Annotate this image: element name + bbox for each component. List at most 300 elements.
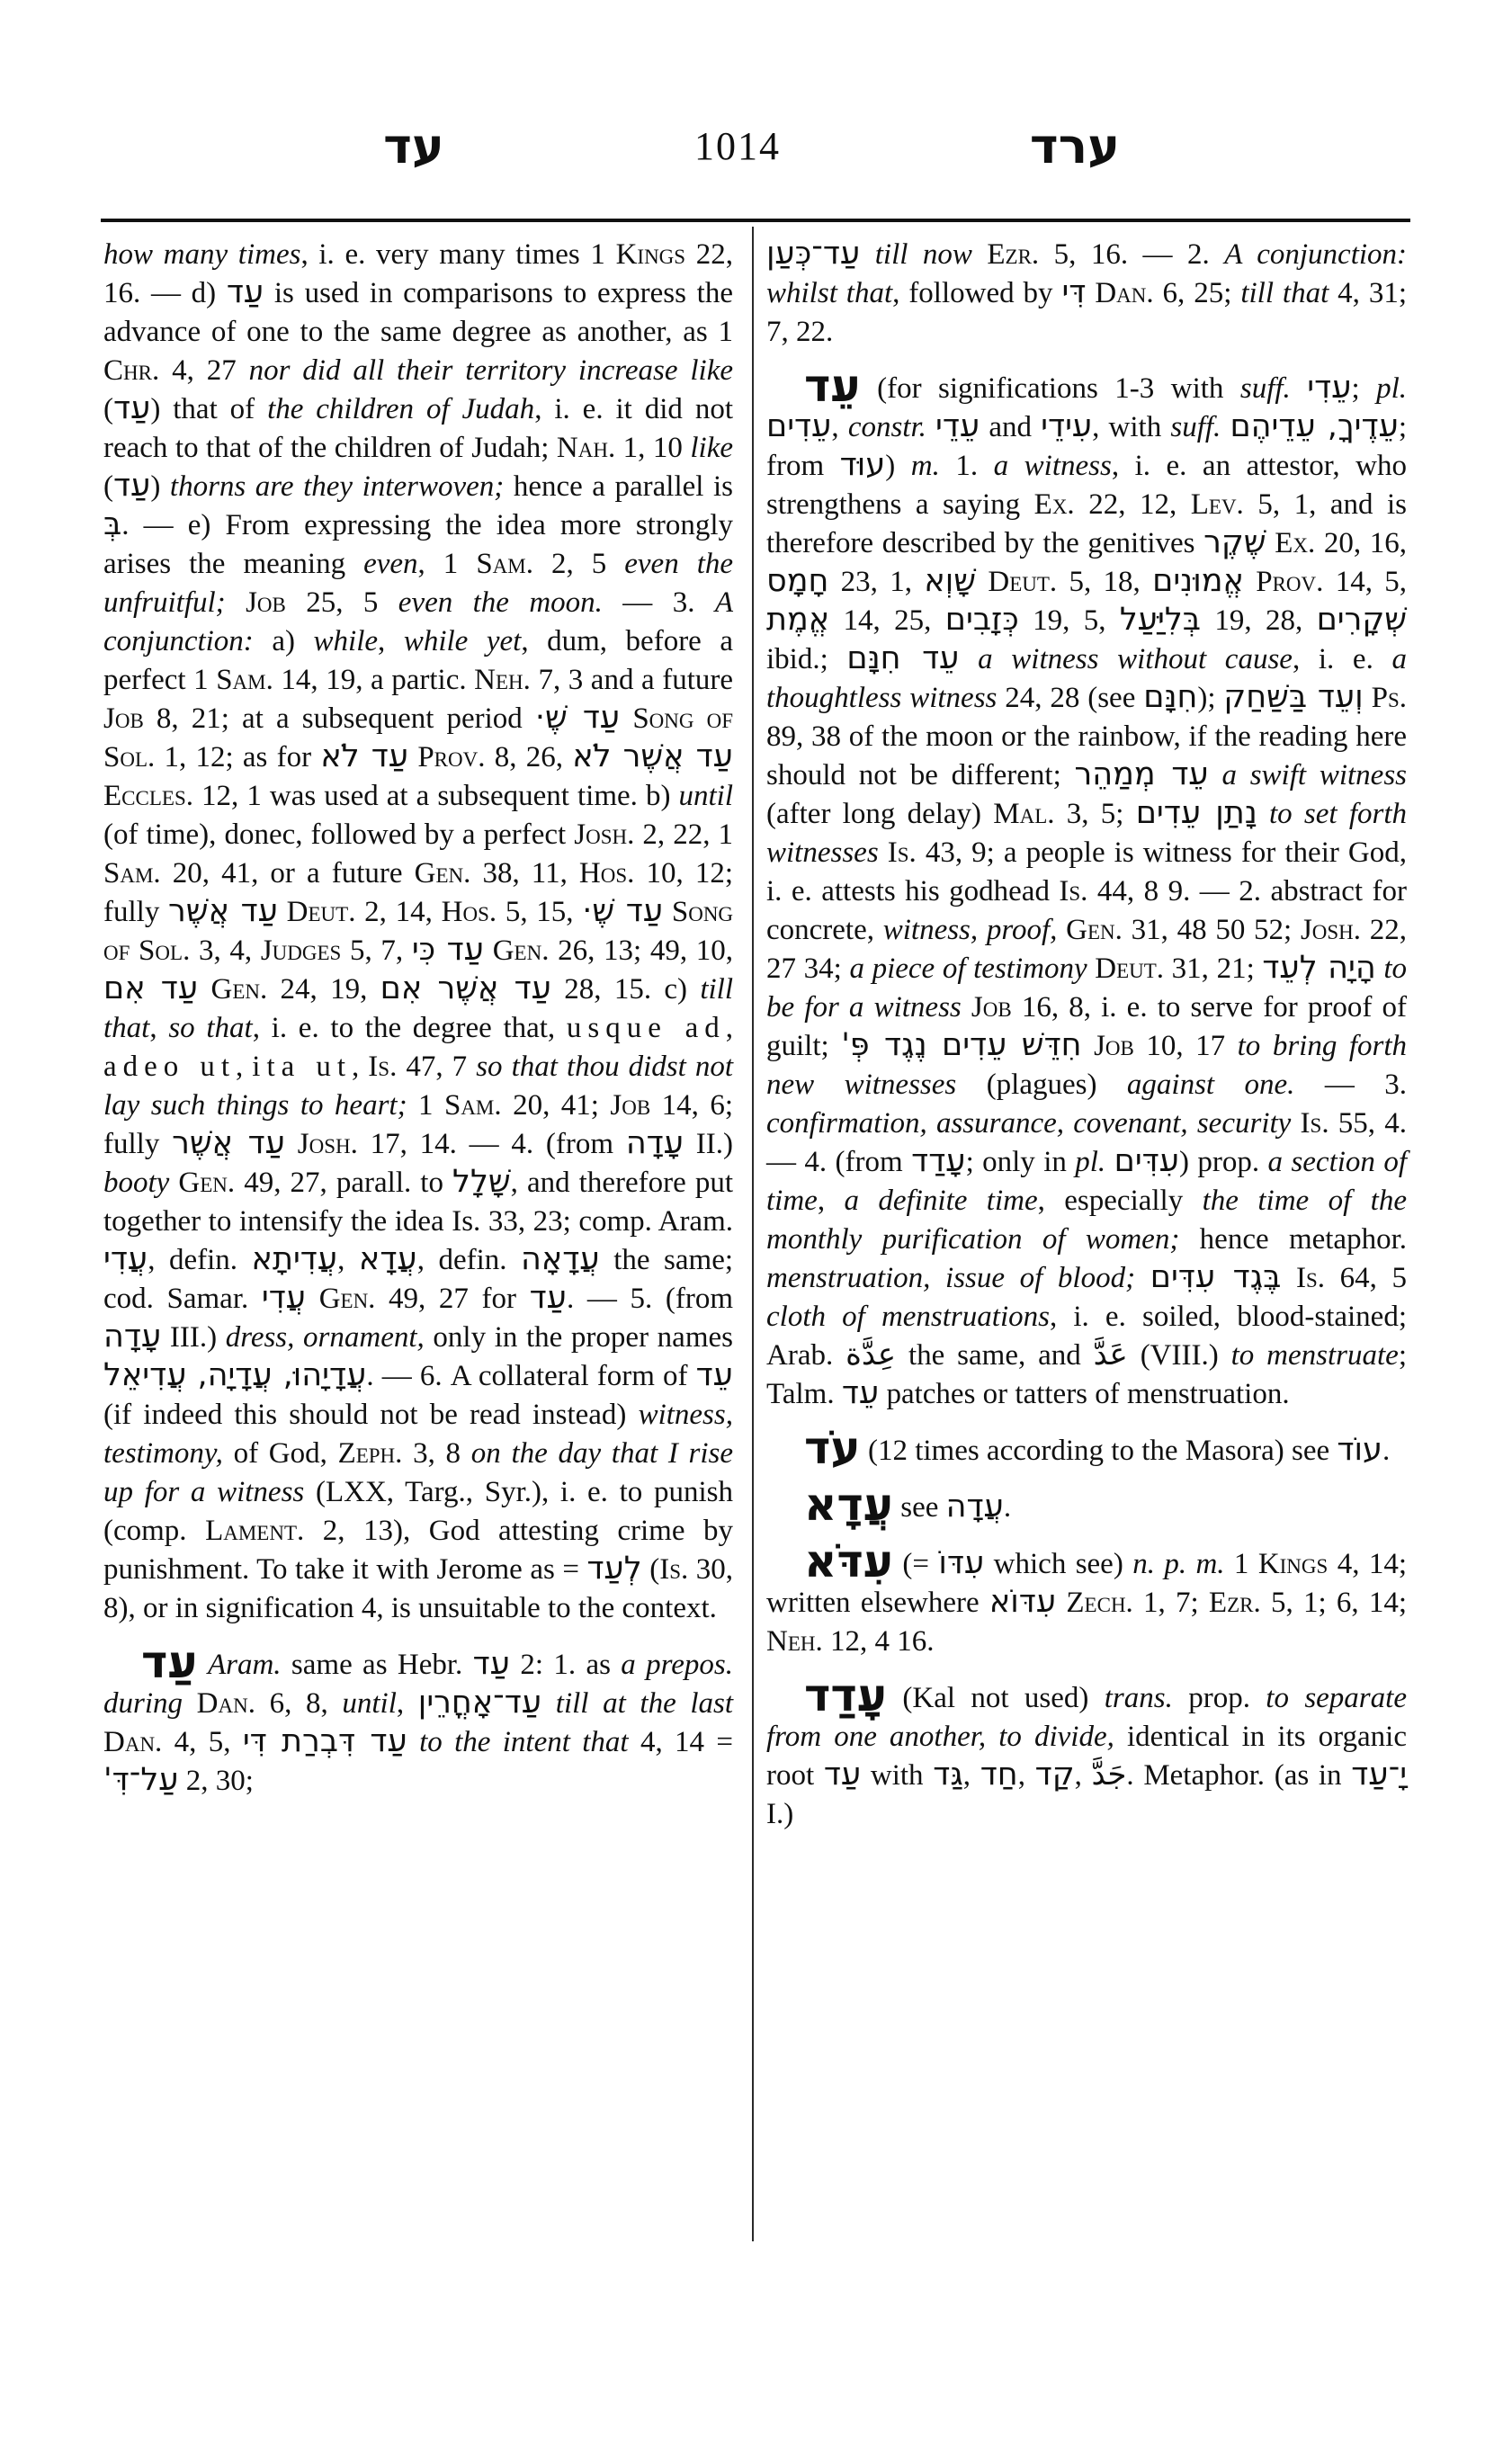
hebrew-run: עוֹד	[1337, 1432, 1382, 1468]
hebrew-run: עַד כִּי	[411, 932, 485, 968]
hebrew-run: עַל־דִּ'	[103, 1762, 179, 1798]
text-run: , i. e. very many times 1	[300, 238, 616, 271]
hebrew-run: עָדָה	[103, 1319, 162, 1355]
text-run: 19, 28,	[1200, 604, 1317, 637]
smallcaps-run: Job	[971, 991, 1012, 1024]
italic-run: A conjunction: whilst that	[766, 238, 1408, 309]
smallcaps-run: Prov.	[1256, 566, 1324, 598]
smallcaps-run: Gen.	[492, 934, 550, 967]
smallcaps-run: Ezr.	[987, 238, 1040, 271]
text-run: 22, 16. — d)	[103, 238, 733, 309]
text-run	[1364, 682, 1372, 714]
paragraph	[103, 1636, 734, 1801]
hebrew-run: נָתַן עֵדִים	[1135, 795, 1257, 831]
italic-run: witness, testimony,	[103, 1399, 733, 1470]
hebrew-headword: עֹד	[804, 1422, 861, 1474]
text-run: 31, 48 50 52;	[1122, 914, 1301, 946]
hebrew-run: עֵדֵי	[935, 408, 980, 444]
text-run: 1, 12; as for	[155, 741, 321, 773]
text-run: ,	[352, 1051, 369, 1083]
text-run: 30, 8), or in signification 4, is unsuitable to the context.	[103, 1553, 733, 1624]
text-run: 16, 8, i. e. to serve for proof of guilt;	[766, 991, 1408, 1062]
hebrew-run: שְׁקָרִים	[1316, 602, 1408, 638]
smallcaps-run: Job	[246, 586, 286, 619]
text-run: (	[103, 393, 113, 425]
hebrew-run: חִדֵּשׁ עֵדִים נֶגֶד פְּ'	[841, 1027, 1082, 1063]
text-run: 2, 22, 1	[634, 818, 733, 851]
text-run: the same, and	[896, 1339, 1094, 1372]
hebrew-run: עַד־אָחֳרֵין	[417, 1685, 542, 1721]
hebrew-run: עַד	[113, 468, 151, 504]
text-run	[278, 896, 287, 928]
arabic-run: عِدَّة	[845, 1337, 897, 1373]
text-run: 5, 7,	[341, 934, 412, 967]
text-run: 4, 14; written elsewhere	[766, 1548, 1407, 1619]
smallcaps-run: Sam.	[216, 664, 273, 696]
smallcaps-run: Judges	[260, 934, 342, 967]
hebrew-run: עַד שֶׁ·	[582, 893, 664, 929]
italic-run: on the day that I rise up for a witness	[103, 1437, 733, 1508]
hebrew-run: עִידֵי	[1041, 408, 1093, 444]
hebrew-run: עָדַד	[911, 1143, 966, 1179]
text-run: of God,	[222, 1437, 338, 1470]
paragraph	[103, 236, 733, 1628]
smallcaps-run: Dan.	[103, 1726, 163, 1758]
text-run	[1209, 759, 1222, 791]
text-run: 20, 41, or a future	[160, 857, 415, 890]
smallcaps-run: Song of Sol.	[103, 702, 734, 773]
text-run: ,	[831, 411, 848, 443]
hebrew-run: עֵד חִנָּם	[846, 640, 960, 676]
text-run	[663, 896, 672, 928]
hebrew-run: עֲדָיָהוּ, עֲדָיָה, עֲדִיאֵל	[103, 1357, 367, 1393]
text-run: 1.	[939, 450, 994, 482]
text-run: only in the proper names	[424, 1321, 733, 1354]
text-run: the same; cod. Samar.	[103, 1244, 734, 1315]
text-run: )	[885, 450, 911, 482]
text-run: 10, 12; fully	[103, 857, 733, 928]
hebrew-run: לְעַד	[586, 1551, 642, 1587]
text-run: . Metaphor. (as in	[1126, 1759, 1352, 1792]
text-run: 47, 7	[397, 1051, 477, 1083]
text-run: (=	[893, 1548, 939, 1580]
hebrew-run: כְּזָבִים	[944, 602, 1019, 638]
text-run: ) prop.	[1179, 1146, 1268, 1178]
text-run: 26, 13; 49, 10,	[549, 934, 734, 967]
smallcaps-run: Hos.	[578, 857, 635, 890]
text-run	[1244, 566, 1256, 598]
text-run: .	[1382, 1435, 1391, 1467]
arabic-run: جَدَّ	[1091, 1757, 1127, 1793]
text-run: ; from	[766, 411, 1408, 482]
left-column	[103, 236, 733, 1812]
smallcaps-run: Neh.	[474, 664, 531, 696]
text-run: II.)	[684, 1128, 734, 1160]
text-run: 22, 27 34;	[766, 914, 1408, 985]
italic-run: so that	[168, 1012, 253, 1044]
text-run: 38, 11,	[470, 857, 579, 890]
italic-run: to menstruate	[1230, 1339, 1399, 1372]
text-run: ; only in	[965, 1146, 1076, 1178]
smallcaps-run: Gen.	[318, 1283, 376, 1315]
text-run	[407, 1726, 419, 1758]
text-run: , i. e. it did not reach to that of the children of Judah;	[103, 393, 733, 464]
text-run: , defin.	[416, 1244, 522, 1276]
text-run: . — 6. A collateral form of	[366, 1360, 696, 1392]
text-run: , dum, before a perfect 1	[103, 625, 734, 696]
hebrew-run: קַד	[1034, 1757, 1075, 1793]
italic-run: a witness	[993, 450, 1112, 482]
text-run	[541, 1687, 556, 1720]
hebrew-run: עוּד	[839, 447, 886, 483]
text-run: (of time), donec, followed by a perfect	[103, 818, 575, 851]
text-run	[879, 836, 888, 869]
text-run: 20, 41;	[501, 1089, 611, 1122]
italic-run: the time of the monthly purification of women;	[766, 1185, 1407, 1256]
text-run: see	[893, 1491, 946, 1524]
hebrew-run: עַד־כְּעַן	[766, 236, 861, 272]
italic-run: till at the last	[555, 1687, 734, 1720]
text-run: ,	[396, 1687, 418, 1720]
italic-run: until	[342, 1687, 397, 1720]
text-run: prop.	[1172, 1682, 1266, 1714]
text-run: 8, 26,	[485, 741, 573, 773]
smallcaps-run: Zech.	[1066, 1587, 1133, 1619]
text-run: is used in comparisons to express the advance of one to the same degree as another, as 1	[103, 277, 733, 348]
hebrew-run: וְעֵד בַּשַּׁחַק	[1223, 679, 1364, 715]
text-run	[620, 702, 632, 735]
column-divider	[752, 227, 754, 2241]
italic-run: while yet	[403, 625, 522, 657]
text-run	[169, 1167, 178, 1199]
hebrew-run: עַד אֲשֶׁר	[168, 893, 278, 929]
text-run: I.)	[766, 1798, 794, 1830]
header-catchword-right: ערד	[1029, 118, 1121, 174]
text-run: (VIII.)	[1127, 1339, 1231, 1372]
smallcaps-run: Prov.	[417, 741, 486, 773]
text-run: and	[980, 411, 1042, 443]
italic-run: to bring forth new witnesses	[766, 1030, 1408, 1101]
header-catchword-left: עד	[383, 118, 444, 174]
text-run: 19, 5,	[1018, 604, 1120, 637]
text-run	[1087, 952, 1096, 985]
text-run: 12, 1 was used at a subsequent time. b)	[192, 780, 679, 812]
text-run: 14, 6; fully	[103, 1089, 733, 1160]
hebrew-run: גַּד	[933, 1757, 963, 1793]
text-run: ,	[149, 1012, 169, 1044]
italic-run: to be for a witness	[766, 952, 1408, 1024]
hebrew-run: דִּי	[1061, 274, 1087, 310]
text-run: , i. e. to the degree that,	[252, 1012, 567, 1044]
text-run: (12 times according to the Masora) see	[860, 1435, 1338, 1467]
smallcaps-run: Eccles.	[103, 780, 193, 812]
text-run: 89, 38 of the moon or the rainbow, if the reading here should not be different;	[766, 720, 1407, 791]
smallcaps-run: Neh.	[766, 1625, 823, 1658]
hebrew-headword: עִדֹּא	[804, 1535, 894, 1587]
text-run: (plagues)	[956, 1069, 1127, 1101]
smallcaps-run: Is.	[1059, 875, 1088, 908]
text-run: ,	[1017, 1759, 1035, 1792]
hebrew-run: עֵדִי	[1307, 370, 1352, 406]
italic-run: the children of Judah	[267, 393, 535, 425]
italic-run: a section of time	[766, 1146, 1407, 1217]
text-run: , and therefore put together to intensify the idea Is. 33, 23; comp. Aram.	[103, 1167, 733, 1238]
hebrew-run: עֵדֶיךָ, עֵדֵיהֶם	[1230, 408, 1399, 444]
italic-run: till that	[1240, 277, 1329, 309]
smallcaps-run: Ex.	[1275, 527, 1316, 559]
hebrew-run: עֵדִים	[766, 408, 832, 444]
smallcaps-run: Ex.	[1033, 488, 1075, 521]
text-run: 2: 1. as	[510, 1649, 622, 1681]
text-run: ,	[1074, 1759, 1092, 1792]
text-run	[860, 238, 874, 271]
paragraph	[766, 1479, 1407, 1531]
text-run	[1056, 1587, 1066, 1619]
hebrew-run: עֵד	[841, 1375, 880, 1411]
text-run: ,	[817, 1185, 845, 1217]
hebrew-run: בְּלִיַּעַל	[1119, 602, 1201, 638]
hebrew-run: עֲדִי	[103, 1241, 148, 1277]
text-run: , defin.	[148, 1244, 252, 1276]
text-run: 44, 8 9. — 2. abstract for concrete,	[766, 875, 1407, 946]
smallcaps-run: Deut.	[988, 566, 1058, 598]
hebrew-run: עַד אֲשֶׁר אִם	[380, 970, 551, 1006]
smallcaps-run: Is.	[1296, 1262, 1326, 1294]
smallcaps-run: Josh.	[297, 1128, 358, 1160]
smallcaps-run: Deut.	[286, 896, 356, 928]
hebrew-headword: עֵד	[804, 360, 861, 412]
italic-run: till now	[874, 238, 972, 271]
smallcaps-run: Dan.	[1095, 277, 1154, 309]
smallcaps-run: Zeph.	[337, 1437, 403, 1470]
text-run	[962, 991, 971, 1024]
hebrew-headword: עֲדָא	[804, 1479, 894, 1531]
hebrew-run: עֲדָא	[358, 1241, 417, 1277]
italic-run: dress, ornament,	[225, 1321, 425, 1354]
hebrew-run: עֲדִיתָא	[251, 1241, 338, 1277]
text-run: , followed by	[892, 277, 1062, 309]
text-run: ,	[236, 1051, 253, 1083]
smallcaps-run: Is.	[659, 1553, 689, 1586]
text-run: 24, 28 (see	[997, 682, 1144, 714]
italic-run: so that thou didst not lay such things to heart;	[103, 1051, 734, 1122]
text-run: hence a parallel is	[504, 470, 733, 503]
italic-run: cloth of menstruations	[766, 1301, 1050, 1333]
hebrew-run: עֲדִי	[261, 1280, 307, 1316]
smallcaps-run: Gen.	[1066, 914, 1123, 946]
text-run: 3, 4,	[190, 934, 261, 967]
text-run: 23, 1,	[828, 566, 925, 598]
hebrew-run: שָׁוְא	[924, 563, 977, 599]
smallcaps-run: Gen.	[210, 973, 268, 1006]
smallcaps-run: Is.	[368, 1051, 398, 1083]
text-run: , 1	[417, 548, 477, 580]
italic-run: booty	[103, 1167, 170, 1199]
italic-run: nor did all their territory increase like	[248, 354, 733, 387]
smallcaps-run: Chr.	[103, 354, 160, 387]
italic-run: like	[690, 432, 734, 464]
hebrew-run: אֱמֶת	[766, 602, 830, 638]
italic-run: A conjunction:	[103, 586, 734, 657]
text-run: 5, 1; 6, 14;	[1260, 1587, 1407, 1619]
italic-run: suff.	[1170, 411, 1221, 443]
spaced-run: adeo ut	[103, 1051, 236, 1083]
text-run: 5, 1, and is therefore described by the genitives	[766, 488, 1408, 559]
italic-run: confirmation, assurance, covenant, security	[766, 1107, 1292, 1140]
hebrew-run: עַד לֹא	[320, 738, 409, 774]
paragraph	[766, 1535, 1407, 1661]
smallcaps-run: Job	[1094, 1030, 1134, 1062]
text-run	[226, 586, 246, 619]
smallcaps-run: Gen.	[414, 857, 471, 890]
text-run: which see)	[984, 1548, 1133, 1580]
text-run: 28, 15. c)	[550, 973, 701, 1006]
paragraph	[766, 1669, 1408, 1834]
text-run	[1057, 914, 1066, 946]
hebrew-run: חַד	[980, 1757, 1018, 1793]
text-run: , i. e.	[1292, 643, 1392, 675]
hebrew-run: שֶׁקֶר	[1203, 524, 1266, 560]
text-run: 4, 14 =	[628, 1726, 733, 1758]
text-run	[976, 566, 988, 598]
hebrew-run: חִנָּם	[1143, 679, 1198, 715]
hebrew-headword: עַד	[141, 1636, 198, 1688]
hebrew-run: עַד	[529, 1280, 568, 1316]
smallcaps-run: Song of Sol.	[103, 896, 734, 967]
text-run: (after long delay)	[766, 798, 994, 830]
text-run	[926, 411, 935, 443]
text-run	[1266, 527, 1275, 559]
text-run: 7, 3 and a future	[530, 664, 733, 696]
text-run: 14, 5,	[1323, 566, 1408, 598]
text-run: 64, 5	[1325, 1262, 1408, 1294]
text-run: 22, 12,	[1074, 488, 1191, 521]
text-run	[408, 741, 417, 773]
italic-run: a swift witness	[1221, 759, 1408, 791]
text-run	[1105, 1146, 1114, 1178]
smallcaps-run: Ezr.	[1208, 1587, 1261, 1619]
smallcaps-run: Sam.	[443, 1089, 502, 1122]
text-run	[1086, 277, 1095, 309]
text-run: 2, 14,	[355, 896, 442, 928]
text-run	[1291, 1107, 1300, 1140]
text-run: (	[641, 1553, 660, 1586]
text-run: );	[1197, 682, 1224, 714]
text-run: 2, 5	[532, 548, 625, 580]
text-run: 20, 16,	[1315, 527, 1408, 559]
hebrew-run: עַד אֲשֶׁר	[172, 1125, 286, 1161]
hebrew-run: עִדּוֹ	[938, 1545, 985, 1581]
text-run: 24, 19,	[267, 973, 380, 1006]
hebrew-run: עַד	[823, 1757, 862, 1793]
text-run	[484, 934, 493, 967]
right-column	[766, 236, 1407, 1846]
text-run: .	[1003, 1491, 1012, 1524]
text-run: ; Talm.	[766, 1339, 1407, 1410]
text-run	[285, 1128, 298, 1160]
text-run: 49, 27 for	[375, 1283, 530, 1315]
smallcaps-run: Is.	[1300, 1107, 1329, 1140]
text-run: ,	[962, 1759, 980, 1792]
text-run: ,	[725, 1012, 734, 1044]
arabic-run: عَدَّ	[1093, 1337, 1128, 1373]
text-run	[1221, 411, 1230, 443]
text-run: )	[150, 470, 170, 503]
italic-run: suff.	[1239, 372, 1291, 405]
italic-run: constr.	[847, 411, 926, 443]
italic-run: a definite time	[844, 1185, 1038, 1217]
smallcaps-run: Mal.	[993, 798, 1055, 830]
hebrew-run: עַד	[226, 274, 264, 310]
text-run: a)	[253, 625, 314, 657]
smallcaps-run: Is.	[887, 836, 917, 869]
text-run	[1291, 372, 1307, 405]
page-number: 1014	[694, 124, 781, 168]
smallcaps-run: Lament.	[205, 1515, 305, 1547]
text-run: 55, 4. — 4. (from	[766, 1107, 1408, 1178]
text-run: patches or tatters of menstruation.	[879, 1378, 1290, 1410]
text-run: ) that of	[150, 393, 268, 425]
paragraph	[766, 360, 1408, 1414]
text-run: 8, 21; at a subsequent period	[143, 702, 535, 735]
hebrew-run: הָיָה לְעֵד	[1262, 950, 1376, 986]
text-run: same as Hebr.	[281, 1649, 473, 1681]
italic-run: how many times	[103, 238, 301, 271]
italic-run: pl.	[1376, 372, 1408, 405]
text-run: hence metaphor.	[1179, 1223, 1407, 1256]
spaced-run: usque ad	[566, 1012, 726, 1044]
hebrew-headword: עָדַד	[804, 1669, 888, 1721]
smallcaps-run: Lev.	[1190, 488, 1244, 521]
italic-run: to the intent that	[419, 1726, 629, 1758]
hebrew-run: חָמָס	[766, 563, 829, 599]
smallcaps-run: Gen.	[178, 1167, 236, 1199]
text-run: 17, 14. — 4. (from	[357, 1128, 626, 1160]
text-run: , with	[1092, 411, 1171, 443]
hebrew-run: שָׁלָל	[452, 1164, 511, 1200]
hebrew-run: עִדִּים	[1114, 1143, 1180, 1179]
smallcaps-run: Sam.	[476, 548, 533, 580]
italic-run: Aram.	[207, 1649, 282, 1681]
hebrew-run: עָדָה	[625, 1125, 684, 1161]
text-run: , especially	[1037, 1185, 1203, 1217]
text-run: 1	[407, 1089, 444, 1122]
italic-run: against one.	[1126, 1069, 1295, 1101]
smallcaps-run: Kings	[1257, 1548, 1329, 1580]
italic-run: to set forth witnesses	[766, 798, 1407, 869]
text-run: 1, 10	[615, 432, 691, 464]
text-run: 2, 30;	[178, 1765, 254, 1797]
text-run: 5, 18,	[1057, 566, 1153, 598]
hebrew-run: עַד שֶׁ·	[534, 700, 621, 736]
smallcaps-run: Job	[103, 702, 144, 735]
text-run: 6, 8,	[255, 1687, 343, 1720]
italic-run: while	[313, 625, 379, 657]
text-run: ,	[378, 625, 404, 657]
text-run	[1135, 1262, 1150, 1294]
smallcaps-run: Nah.	[556, 432, 616, 464]
text-run: (LXX, Targ., Syr.), i. e. to punish (comp.	[103, 1476, 733, 1547]
text-run	[198, 1649, 208, 1681]
smallcaps-run: Dan.	[196, 1687, 255, 1720]
italic-run: n. p. m.	[1132, 1548, 1225, 1580]
hebrew-run: עַד דִּבְרַת דִּי	[242, 1723, 407, 1759]
text-run	[1281, 1262, 1296, 1294]
smallcaps-run: Josh.	[1300, 914, 1362, 946]
hebrew-run: אֱמוּנִים	[1152, 563, 1244, 599]
text-run: 14, 25,	[829, 604, 945, 637]
hebrew-run: עַד	[113, 390, 151, 426]
